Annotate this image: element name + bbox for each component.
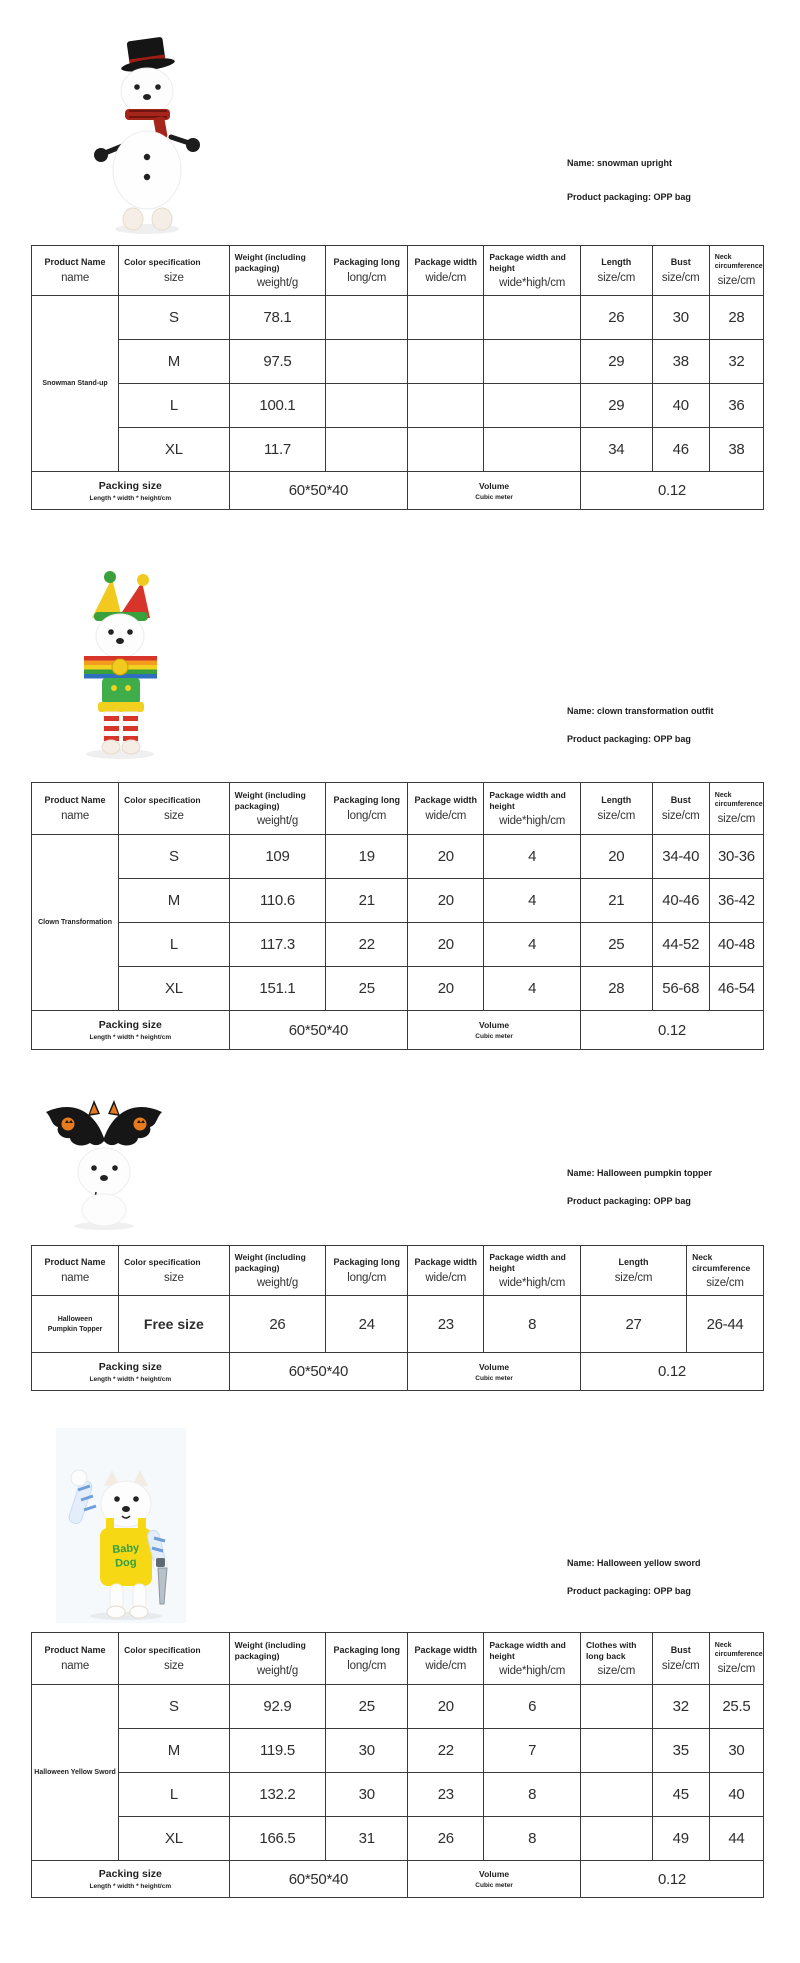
packing-cell [580,1861,763,1898]
size-cell: S [119,1685,230,1729]
packing-cell [408,1861,581,1898]
svg-text:Baby: Baby [111,1542,140,1556]
volume-sublabel: Cubic meter [475,1374,513,1382]
spec-cell: 23 [408,1773,484,1817]
spec-cell: 25.5 [709,1685,763,1729]
spec-cell [326,340,408,384]
spec-cell: 56-68 [652,967,709,1011]
spec-cell: 40-48 [709,923,763,967]
spec-table [31,1245,764,1391]
spec-cell: 78.1 [229,296,326,340]
packing-size-sublabel: Length * width * height/cm [89,1883,172,1890]
spec-cell: 31 [326,1817,408,1861]
packing-cell [580,1011,763,1050]
column-header [580,246,652,296]
size-cell: L [119,384,230,428]
product-name-cell [32,835,119,1011]
product-packaging-line: Product packaging: OPP bag [567,1586,691,1596]
column-header [484,1633,581,1685]
spec-cell [580,1729,652,1773]
spec-cell: 26 [408,1817,484,1861]
spec-cell: 40 [652,384,709,428]
column-title: Product Name [44,257,106,268]
spec-cell: 25 [326,967,408,1011]
packing-cell [408,1353,581,1391]
column-title: Weight (including packaging) [234,252,306,273]
packing-cell [580,1353,763,1391]
clown-jacket-icon [102,678,140,704]
spec-cell: 29 [580,340,652,384]
column-title: Color specification [124,795,201,806]
spec-cell [580,1685,652,1729]
column-header [326,1633,408,1685]
product-name: Halloween [57,1315,93,1323]
size-cell: XL [119,967,230,1011]
product-name-cell [32,296,119,472]
column-title: Packaging long [333,1257,400,1268]
product-name: Pumpkin Topper [47,1325,103,1333]
spec-cell: 30-36 [709,835,763,879]
spec-cell: 29 [580,384,652,428]
spec-cell: 119.5 [229,1729,326,1773]
column-header [326,246,408,296]
column-title: Weight (including packaging) [234,790,306,811]
spec-cell [484,384,581,428]
size-cell: L [119,1773,230,1817]
column-header [687,1246,764,1296]
spec-cell [580,1817,652,1861]
column-title: Package width [414,795,478,806]
spec-cell: 4 [484,835,581,879]
volume-value: 0.12 [657,1870,686,1888]
packing-cell [229,1353,408,1391]
spec-cell: 30 [326,1773,408,1817]
product-packaging-line: Product packaging: OPP bag [567,192,691,202]
spec-cell: 19 [326,835,408,879]
spec-cell: 30 [652,296,709,340]
column-unit: weight/g [256,276,299,289]
spec-cell: 34-40 [652,835,709,879]
column-title: Color specification [124,257,201,268]
spec-cell: 45 [652,1773,709,1817]
volume-sublabel: Cubic meter [475,1882,513,1889]
spec-cell: 21 [326,879,408,923]
column-title: Bust [670,795,691,806]
column-unit: name [61,809,90,822]
yellow-overalls-icon [100,1518,152,1586]
column-header [408,1633,484,1685]
product-name-line: Name: clown transformation outfit [567,706,714,716]
volume-value: 0.12 [657,482,686,499]
size-cell: M [119,1729,230,1773]
column-title: Packaging long [333,795,400,806]
column-header [119,246,230,296]
clown-costume-dog-photo [56,568,186,773]
column-header [32,1246,119,1296]
column-header [229,783,326,835]
spec-table [31,245,764,510]
column-header [408,246,484,296]
spec-cell: 30 [326,1729,408,1773]
spec-cell: 20 [408,879,484,923]
column-title: Neck circumference [714,1642,763,1658]
packing-size-sublabel: Length * width * height/cm [89,1034,172,1041]
product-name-line: Name: Halloween yellow sword [567,1558,701,1568]
spec-cell: 40 [709,1773,763,1817]
column-header [229,1633,326,1685]
spec-cell [326,296,408,340]
spec-cell: 44-52 [652,923,709,967]
spec-cell: 110.6 [229,879,326,923]
column-unit: size [164,809,184,822]
column-unit: wide/cm [425,271,467,284]
column-title: Neck circumference [714,254,763,270]
column-unit: name [61,1271,90,1284]
column-title: Clothes with long back [585,1640,637,1661]
column-header [119,1633,230,1685]
size-cell: M [119,340,230,384]
spec-cell: 36-42 [709,879,763,923]
spec-table [31,1632,764,1898]
column-title: Neck circumference [692,1252,751,1273]
spec-cell [408,384,484,428]
spec-cell: 6 [484,1685,581,1729]
packing-cell [580,472,763,510]
spec-cell: 22 [326,923,408,967]
spec-cell: 20 [408,967,484,1011]
spec-cell: 4 [484,967,581,1011]
spec-cell: 25 [326,1685,408,1729]
spec-cell: 97.5 [229,340,326,384]
size-cell: XL [119,1817,230,1861]
column-header [652,783,709,835]
spec-cell: 151.1 [229,967,326,1011]
spec-cell: 20 [408,1685,484,1729]
snowman-costume-dog-photo [85,33,210,238]
spec-cell: 100.1 [229,384,326,428]
spec-cell [484,428,581,472]
column-header [652,246,709,296]
column-title: Length [601,795,632,806]
volume-label: Volume [479,1869,510,1879]
column-title: Packaging long [333,257,400,268]
column-header [484,246,581,296]
column-unit: wide/cm [425,809,467,822]
product-name-line: Name: snowman upright [567,158,673,168]
packing-cell [32,1011,230,1050]
spec-cell: 8 [484,1817,581,1861]
packing-size-value: 60*50*40 [288,1021,349,1039]
column-title: Weight (including packaging) [234,1252,306,1273]
spec-cell [326,384,408,428]
volume-label: Volume [479,1020,510,1030]
spec-cell: 46 [652,428,709,472]
spec-cell: 7 [484,1729,581,1773]
column-title: Color specification [124,1257,201,1268]
column-header [32,246,119,296]
spec-cell [408,428,484,472]
volume-sublabel: Cubic meter [475,493,513,501]
column-header [652,1633,709,1685]
column-unit: weight/g [256,1664,299,1677]
packing-size-label: Packing size [98,1360,162,1373]
column-unit: long/cm [347,271,387,284]
spec-cell: 26 [580,296,652,340]
spec-cell: 109 [229,835,326,879]
column-header [408,783,484,835]
product-name: Clown Transformation [38,919,112,926]
column-title: Product Name [44,1645,106,1656]
spec-cell: 32 [709,340,763,384]
packing-cell [229,1011,408,1050]
spec-cell: 28 [580,967,652,1011]
product-name: Halloween Yellow Sword [34,1769,116,1776]
column-title: Length [618,1257,649,1268]
column-header [326,783,408,835]
volume-value: 0.12 [657,1021,686,1039]
column-unit: size/cm [597,271,636,284]
column-title: Packaging long [333,1645,400,1656]
column-header [580,1633,652,1685]
volume-sublabel: Cubic meter [475,1033,513,1040]
column-title: Bust [670,1645,691,1656]
spec-cell: 34 [580,428,652,472]
halloween-bat-hat-dog-photo [38,1092,170,1237]
packing-size-label: Packing size [98,1019,162,1031]
column-header [408,1246,484,1296]
size-cell: M [119,879,230,923]
spec-cell: 20 [408,923,484,967]
column-title: Package width and height [489,1252,566,1273]
size-cell: S [119,296,230,340]
column-unit: weight/g [256,814,299,827]
packing-size-label: Packing size [98,1868,162,1880]
spec-cell: 8 [484,1296,581,1353]
spec-cell [408,340,484,384]
column-unit: name [61,271,90,284]
column-unit: wide*high/cm [499,276,566,289]
column-title: Bust [670,257,691,268]
volume-value: 0.12 [657,1363,686,1380]
column-unit: long/cm [347,809,387,822]
column-title: Package width and height [489,252,566,273]
spec-cell [484,340,581,384]
column-title: Package width and height [489,1640,566,1661]
size-cell: XL [119,428,230,472]
spec-cell: 92.9 [229,1685,326,1729]
spec-cell: 22 [408,1729,484,1773]
packing-size-value: 60*50*40 [288,1363,349,1380]
column-header [484,1246,581,1296]
product-name-cell [32,1685,119,1861]
spec-cell: 27 [580,1296,686,1353]
packing-size-value: 60*50*40 [288,1870,349,1888]
spec-cell: 23 [408,1296,484,1353]
product-name: Snowman Stand-up [42,380,108,387]
column-unit: wide*high/cm [499,814,566,827]
spec-cell [484,296,581,340]
column-header [32,1633,119,1685]
volume-label: Volume [479,1361,510,1372]
column-unit: long/cm [347,1659,387,1672]
column-unit: name [61,1659,90,1672]
column-header [326,1246,408,1296]
spec-cell: 46-54 [709,967,763,1011]
halloween-yellow-sword-dog-photo [56,1428,186,1623]
spec-cell: 38 [652,340,709,384]
column-title: Package width [414,1257,478,1268]
spec-cell: 4 [484,923,581,967]
spec-cell: 8 [484,1773,581,1817]
column-unit: long/cm [347,1271,387,1284]
column-title: Color specification [124,1645,201,1656]
spec-cell: 166.5 [229,1817,326,1861]
spec-cell: 20 [408,835,484,879]
product-name-line: Name: Halloween pumpkin topper [567,1168,713,1178]
column-header [709,783,763,835]
column-unit: size/cm [661,1659,700,1672]
column-unit: size/cm [717,812,756,825]
column-header [32,783,119,835]
spec-cell: 30 [709,1729,763,1773]
spec-cell: 40-46 [652,879,709,923]
spec-cell: 26-44 [687,1296,764,1353]
packing-cell [32,1353,230,1391]
column-unit: size/cm [614,1271,653,1284]
spec-cell: 20 [580,835,652,879]
column-unit: wide*high/cm [499,1664,566,1677]
column-unit: size [164,1659,184,1672]
column-unit: wide*high/cm [499,1276,566,1289]
column-header [709,1633,763,1685]
spec-cell: 4 [484,879,581,923]
column-header [229,246,326,296]
spec-cell: 28 [709,296,763,340]
column-unit: size/cm [706,1276,744,1289]
column-unit: wide/cm [425,1271,467,1284]
column-header [580,783,652,835]
product-name-cell [32,1296,119,1353]
packing-cell [408,472,581,510]
packing-size-sublabel: Length * width * height/cm [89,494,172,502]
spec-cell: 49 [652,1817,709,1861]
product-packaging-line: Product packaging: OPP bag [567,734,691,744]
packing-cell [229,1861,408,1898]
spec-cell: 38 [709,428,763,472]
column-unit: size/cm [597,1664,636,1677]
spec-cell [326,428,408,472]
column-header [709,246,763,296]
packing-cell [32,1861,230,1898]
spec-cell: 32 [652,1685,709,1729]
spec-cell: 21 [580,879,652,923]
svg-text:Dog: Dog [114,1556,137,1570]
size-cell: Free size [119,1296,230,1353]
packing-size-value: 60*50*40 [288,482,349,499]
packing-size-sublabel: Length * width * height/cm [89,1375,172,1383]
spec-cell: 25 [580,923,652,967]
column-unit: size [164,271,184,284]
spec-cell: 132.2 [229,1773,326,1817]
spec-cell: 35 [652,1729,709,1773]
spec-cell: 117.3 [229,923,326,967]
column-unit: size [164,1271,184,1284]
column-unit: size/cm [661,271,700,284]
column-unit: size/cm [717,274,756,287]
column-title: Package width [414,257,478,268]
column-title: Product Name [44,795,106,806]
column-title: Package width [414,1645,478,1656]
column-title: Weight (including packaging) [234,1640,306,1661]
spec-table [31,782,764,1050]
spec-cell: 26 [229,1296,326,1353]
column-header [119,783,230,835]
column-unit: wide/cm [425,1659,467,1672]
column-title: Neck circumference [714,792,763,808]
column-title: Product Name [44,1257,106,1268]
packing-cell [229,472,408,510]
column-unit: weight/g [256,1276,299,1289]
volume-label: Volume [479,480,510,491]
spec-cell: 36 [709,384,763,428]
spec-cell: 44 [709,1817,763,1861]
column-title: Package width and height [489,790,566,811]
size-cell: S [119,835,230,879]
column-unit: size/cm [661,809,700,822]
packing-size-label: Packing size [98,479,162,492]
spec-cell [580,1773,652,1817]
size-cell: L [119,923,230,967]
packing-cell [32,472,230,510]
column-header [484,783,581,835]
column-unit: size/cm [597,809,636,822]
spec-cell [408,296,484,340]
column-header [229,1246,326,1296]
packing-cell [408,1011,581,1050]
column-title: Length [601,257,632,268]
spec-cell: 11.7 [229,428,326,472]
spec-cell: 24 [326,1296,408,1353]
column-unit: size/cm [717,1662,756,1675]
rainbow-collar-icon [84,656,157,679]
column-header [580,1246,686,1296]
column-header [119,1246,230,1296]
product-packaging-line: Product packaging: OPP bag [567,1196,691,1206]
